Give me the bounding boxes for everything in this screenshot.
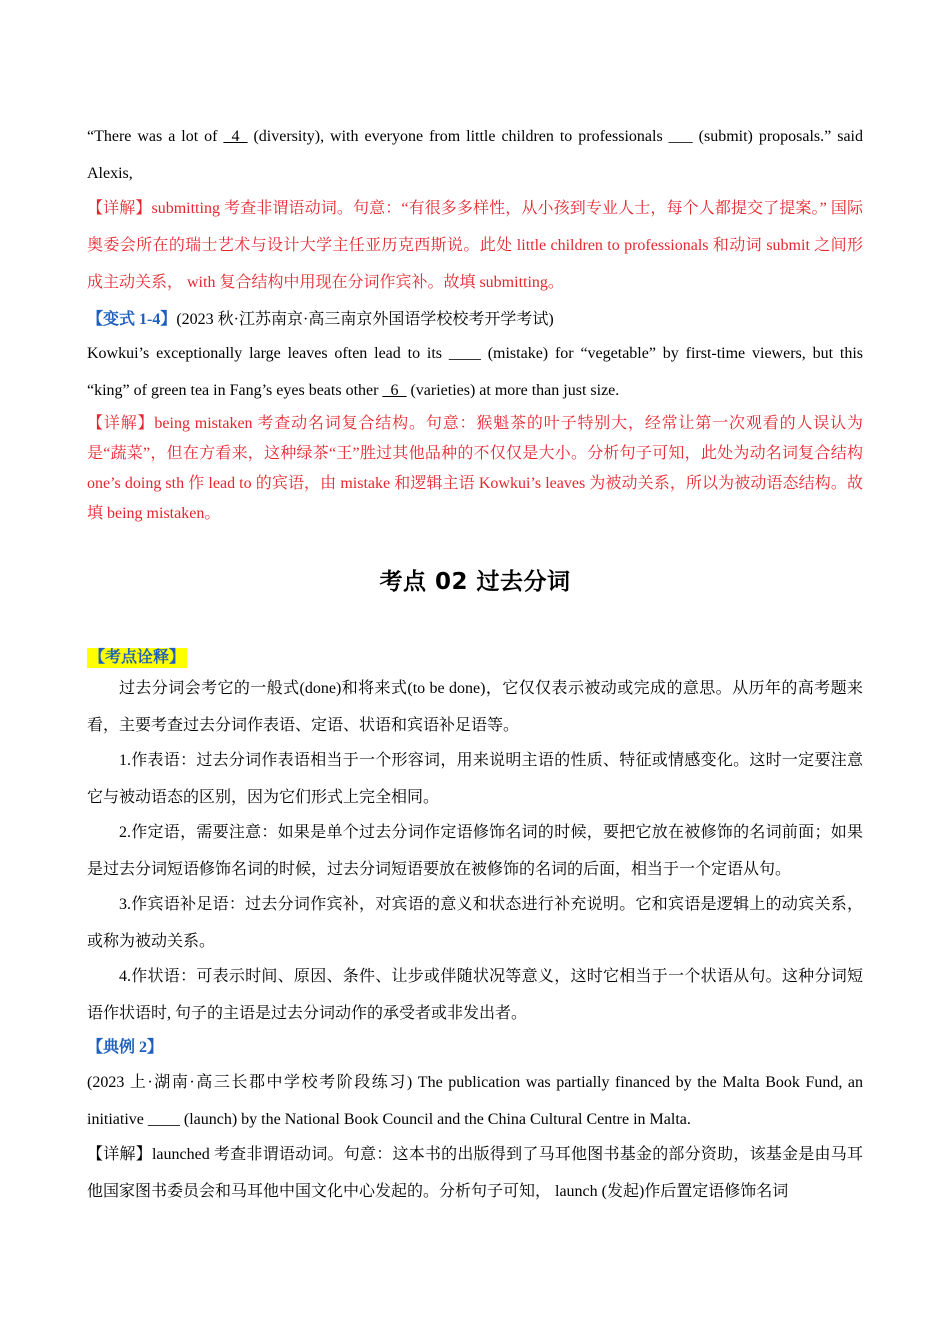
explain-point-3: 3.作宾语补足语：过去分词作宾补，对宾语的意义和状态进行补充说明。它和宾语是逻辑上的动宾关系，或称为被动关系。	[87, 896, 863, 950]
detail-tag: 【详解】	[87, 415, 155, 432]
explain-label-row	[87, 648, 863, 668]
example-heading	[87, 1031, 863, 1065]
explain-point-4: 4.作状语：可表示时间、原因、条件、让步或伴随状况等意义，这时它相当于一个状语从句。这种分词短语作状语时, 句子的主语是过去分词动作的承受者或非发出者。	[87, 968, 863, 1022]
q2-text-b: (varieties) at more than just size.	[406, 382, 620, 399]
example-question: (2023 上·湖南·高三长郡中学校考阶段练习) The publication was partially financed by the Malta Book Fund, an initiative ____ (launch) by the National Book Council and the China Cultural Centre in Malta.	[87, 1074, 863, 1128]
variant-source: (2023 秋·江苏南京·高三南京外国语学校校考开学考试)	[176, 311, 554, 328]
detail-text: launched 考查非谓语动词。句意：这本书的出版得到了马耳他图书基金的部分资助，该基金是由马耳他国家图书委员会和马耳他中国文化中心发起的。分析句子可知， launch (发起)作后置定语修饰名词	[87, 1146, 863, 1200]
q1-text-b: (diversity), with everyone from little children to professionals ___ (submit) proposals.” said Alexis,	[87, 128, 864, 182]
question-2-detail	[87, 409, 863, 529]
question-2	[87, 335, 863, 409]
blank-4: _4_	[223, 128, 248, 145]
question-1-detail	[87, 190, 863, 301]
detail-text: submitting 考查非谓语动词。句意：“有很多多样性，从小孩到专业人士，每个人都提交了提案。” 国际奥委会所在的瑞士艺术与设计大学主任亚历克西斯说。此处 little children to professionals 和动词 submit 之间形成主动关系， with 复合结构中用现在分词作宾补。故填 submitting。	[87, 200, 863, 291]
explain-point-2: 2.作定语，需要注意：如果是单个过去分词作定语修饰名词的时候，要把它放在被修饰的名词前面；如果是过去分词短语修饰名词的时候，过去分词短语要放在被修饰的名词的后面，相当于一个定语从句。	[87, 824, 863, 878]
example-tag: 【典例 2】	[87, 1039, 164, 1056]
detail-text: being mistaken 考查动名词复合结构。句意：猴魁茶的叶子特别大，经常让第一次观看的人误认为是“蔬菜”，但在方看来，这种绿茶“王”胜过其他品种的不仅仅是大小。分析句子可知，此处为动名词复合结构 one’s doing sth 作 lead to 的宾语，由 mistake 和逻辑主语 Kowkui’s leaves 为被动关系，所以为被动语态结构。故填 being mistaken。	[87, 415, 863, 522]
detail-tag: 【详解】	[87, 1146, 152, 1163]
example-detail	[87, 1136, 863, 1210]
q2-text-a: Kowkui’s exceptionally large leaves often lead to its ____ (mistake) for “vegetable” by first-time viewers, but this “king” of green tea in Fang’s eyes beats other	[87, 345, 863, 399]
q1-text-a: “There was a lot of	[87, 128, 224, 145]
question-1	[87, 118, 863, 192]
explain-point-1: 1.作表语：过去分词作表语相当于一个形容词，用来说明主语的性质、特征或情感变化。这时一定要注意它与被动语态的区别，因为它们形式上完全相同。	[87, 752, 863, 806]
section-title: 考点 02 过去分词	[379, 569, 571, 595]
variant-tag: 【变式 1-4】	[87, 311, 177, 328]
variant-heading	[87, 301, 863, 338]
explain-label: 【考点诠释】	[89, 649, 186, 666]
detail-tag: 【详解】	[87, 200, 152, 217]
explain-intro: 过去分词会考它的一般式(done)和将来式(to be done)，它仅仅表示被动或完成的意思。从历年的高考题来看，主要考查过去分词作表语、定语、状语和宾语补足语等。	[87, 680, 863, 734]
blank-6: _6_	[382, 382, 407, 399]
